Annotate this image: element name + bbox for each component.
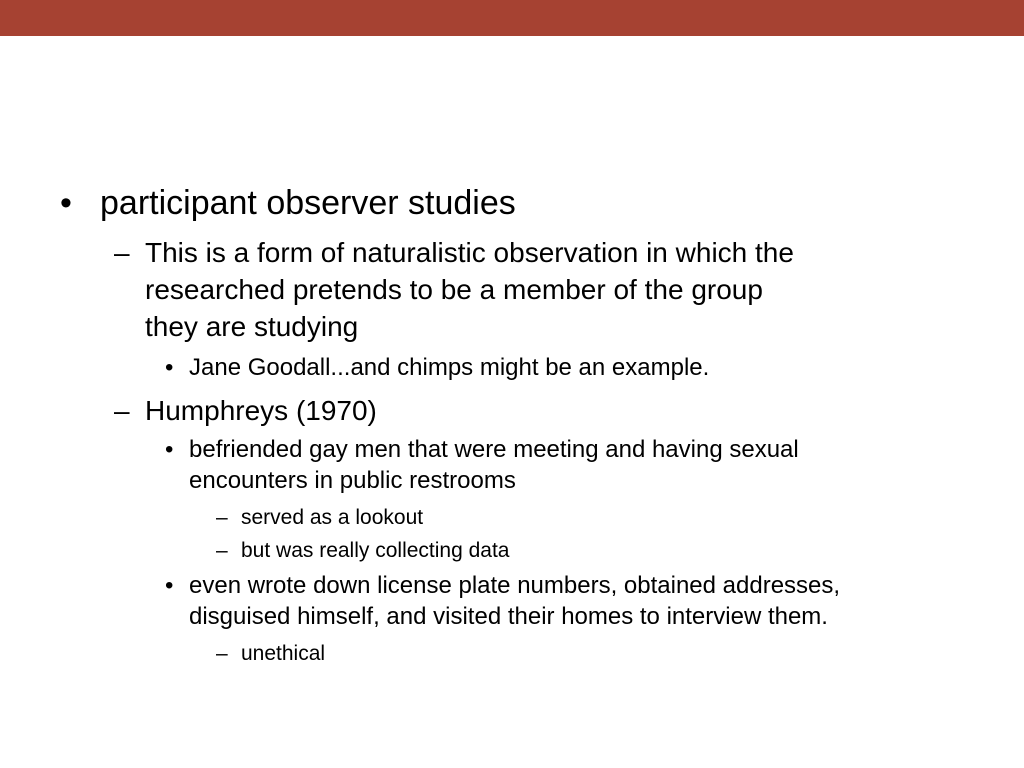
bullet-level3-icon: • [165, 354, 174, 381]
example-jane-goodall: Jane Goodall...and chimps might be an example. [189, 354, 710, 381]
dash-level4-icon: – [216, 506, 228, 529]
detail-collecting-data: but was really collecting data [241, 539, 510, 562]
point-befriended-line1: befriended gay men that were meeting and having sexual [189, 436, 799, 463]
dash-level4-icon: – [216, 539, 228, 562]
dash-level2-icon: – [114, 237, 130, 268]
bullet-participant-observer-studies: participant observer studies [100, 184, 516, 222]
bullet-level3-icon: • [165, 572, 174, 599]
point-license-plates-line1: even wrote down license plate numbers, obtained addresses, [189, 572, 841, 599]
detail-served-as-lookout: served as a lookout [241, 506, 424, 529]
subpoint-naturalistic-line3: they are studying [145, 311, 359, 342]
subpoint-naturalistic-line2: researched pretends to be a member of the group [145, 274, 763, 305]
subpoint-naturalistic-line1: This is a form of naturalistic observation in which the [145, 237, 794, 268]
dash-level4-icon: – [216, 642, 228, 665]
point-license-plates-line2: disguised himself, and visited their homes to interview them. [189, 603, 828, 630]
bullet-level3-icon: • [165, 436, 174, 463]
subpoint-humphreys: Humphreys (1970) [145, 395, 377, 426]
dash-level2-icon: – [114, 395, 130, 426]
detail-unethical: unethical [241, 642, 326, 665]
bullet-level1-icon: • [60, 184, 72, 222]
point-befriended-line2: encounters in public restrooms [189, 467, 516, 494]
